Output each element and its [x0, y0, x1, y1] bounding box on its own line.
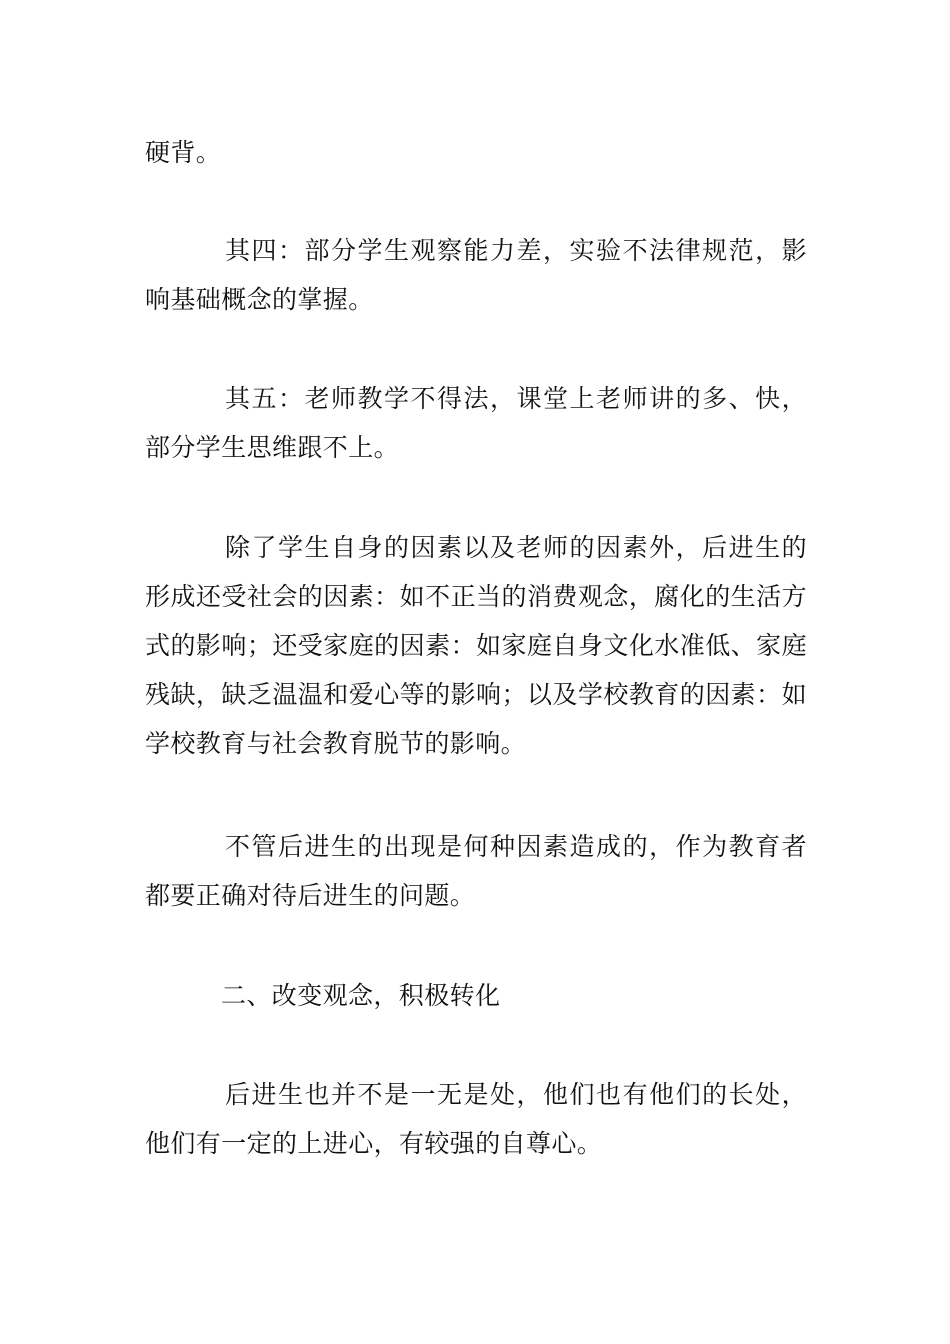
paragraph-external-factors: 除了学生自身的因素以及老师的因素外，后进生的形成还受社会的因素：如不正当的消费观念，腐化的生活方式的影响；还受家庭的因素：如家庭自身文化水准低、家庭残缺，缺乏温温和爱心等的影响；以及学校教育的因素：如学校教育与社会教育脱节的影响。: [145, 533, 807, 758]
paragraph-point-four: 其四：部分学生观察能力差，实验不法律规范，影响基础概念的掌握。: [145, 236, 807, 314]
paragraph-strengths: 后进生也并不是一无是处，他们也有他们的长处，他们有一定的上进心，有较强的自尊心。: [145, 1080, 807, 1158]
section-heading: 二、改变观念，积极转化: [221, 981, 501, 1010]
paragraph-point-five: 其五：老师教学不得法，课堂上老师讲的多、快，部分学生思维跟不上。: [145, 384, 807, 462]
paragraph-continuation: 硬背。: [145, 138, 222, 167]
paragraph-educator-attitude: 不管后进生的出现是何种因素造成的，作为教育者都要正确对待后进生的问题。: [145, 832, 807, 910]
